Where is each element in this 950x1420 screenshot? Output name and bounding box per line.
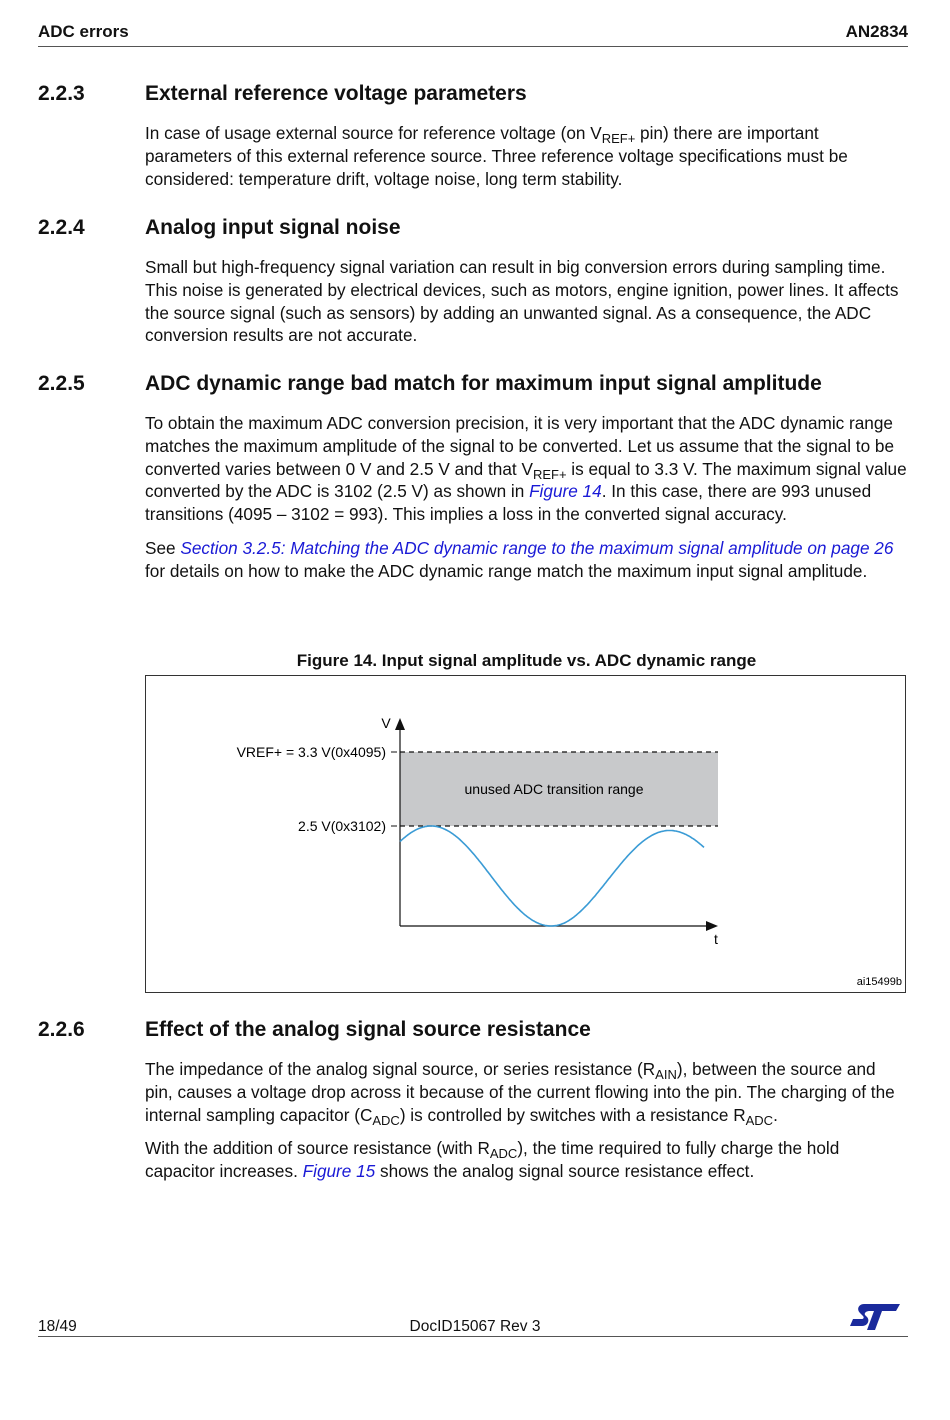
text-run: shows the analog signal source resistance effect. (375, 1161, 755, 1182)
section-2-2-4 (38, 216, 908, 358)
text-run: . In this case, there are 993 unused transitions (4095 – 3102 = 993). This implies a loss in the converted signal accuracy. (145, 481, 872, 525)
signal-wave (400, 826, 704, 926)
footer-rule (38, 1336, 908, 1337)
section-body (145, 412, 908, 583)
figure-diagram (146, 676, 907, 994)
section-title: ADC dynamic range bad match for maximum input signal amplitude (145, 372, 822, 395)
section-heading (38, 216, 908, 244)
vref-label: VREF+ = 3.3 V(0x4095) (236, 744, 386, 760)
subscript: AIN (655, 1067, 677, 1082)
y-axis-arrow-icon (395, 718, 405, 730)
st-logo-icon (848, 1302, 902, 1337)
text-run: for details on how to make the ADC dynamic range match the maximum input signal amplitude. (145, 560, 868, 581)
subscript: REF+ (532, 466, 567, 482)
subscript: ADC (372, 1112, 400, 1128)
figure-14-link[interactable]: Figure 14 (529, 481, 602, 502)
paragraph (145, 1137, 908, 1183)
text-run: ), between the source and pin, causes a voltage drop across it because of the current flowing into the pin. The charging of the internal sampling capacitor (C (145, 1059, 895, 1125)
text-run: is equal to 3.3 V. The maximum signal value converted by the ADC is 3102 (2.5 V) as shown in (145, 458, 907, 502)
text-run: pin) there are important parameters of this external reference source. Three reference voltage specifications must be considered: temperature drift, voltage noise, long term stability. (145, 123, 848, 189)
section-heading (38, 372, 908, 400)
text-run: The impedance of the analog signal source, or series resistance (R (145, 1059, 656, 1079)
section-title: External reference voltage parameters (145, 82, 527, 105)
text-run: To obtain the maximum ADC conversion precision, it is very important that the ADC dynamic range matches the maximum amplitude of the signal to be converted. Let us assume that the signal to be converted varies between 0 V and 2.5 V and that V (145, 413, 895, 479)
x-axis-arrow-icon (706, 921, 718, 931)
y-axis-label: V (381, 715, 391, 731)
section-2-2-3 (38, 82, 908, 201)
section-3-2-5-link[interactable]: Section 3.2.5: Matching the ADC dynamic range to the maximum signal amplitude on page 26 (180, 537, 894, 558)
header-section-title: ADC errors (38, 22, 129, 41)
text-run: ) is controlled by switches with a resistance R (399, 1104, 746, 1125)
section-title: Analog input signal noise (145, 216, 401, 239)
header-doc-number: AN2834 (845, 22, 908, 41)
section-heading (38, 1018, 908, 1046)
subscript: ADC (745, 1112, 774, 1128)
section-number: 2.2.3 (38, 82, 85, 105)
section-2-2-5 (38, 372, 908, 594)
x-axis-label: t (714, 931, 718, 947)
figure-14 (145, 675, 906, 993)
paragraph (145, 537, 908, 583)
text-run: . (773, 1104, 778, 1125)
doc-id: DocID15067 Rev 3 (409, 1318, 541, 1335)
text-run: With the addition of source resistance (with R (145, 1138, 490, 1159)
subscript: ADC (489, 1146, 518, 1162)
section-body (145, 122, 908, 190)
page-number: 18/49 (38, 1318, 77, 1335)
paragraph (145, 122, 908, 190)
section-number: 2.2.5 (38, 372, 85, 395)
figure-15-link[interactable]: Figure 15 (302, 1161, 376, 1182)
section-number: 2.2.4 (38, 216, 85, 239)
unused-range-label: unused ADC transition range (464, 781, 644, 797)
section-body (145, 256, 908, 347)
paragraph (145, 412, 908, 526)
paragraph: Small but high-frequency signal variation can result in big conversion errors during sampling time. This noise is generated by electrical devices, such as motors, engine ignition, power lines. It affects the source signal (such as sensors) by adding an unwanted signal. As a consequence, the ADC conversion results are not accurate. (145, 257, 899, 346)
signal-max-label: 2.5 V(0x3102) (298, 818, 386, 834)
paragraph (145, 1058, 908, 1126)
figure-caption: Figure 14. Input signal amplitude vs. ADC dynamic range (296, 651, 757, 670)
text-run: In case of usage external source for reference voltage (on V (145, 123, 602, 143)
section-body (145, 1058, 908, 1183)
figure-id: ai15499b (856, 976, 902, 988)
subscript: REF+ (601, 131, 636, 146)
text-run: ), the time required to fully charge the hold capacitor increases. (145, 1138, 840, 1182)
page-header (38, 22, 908, 47)
section-title: Effect of the analog signal source resistance (145, 1018, 591, 1041)
text-run: See (145, 537, 181, 558)
section-heading (38, 82, 908, 110)
section-number: 2.2.6 (38, 1018, 85, 1041)
section-2-2-6 (38, 1018, 908, 1194)
